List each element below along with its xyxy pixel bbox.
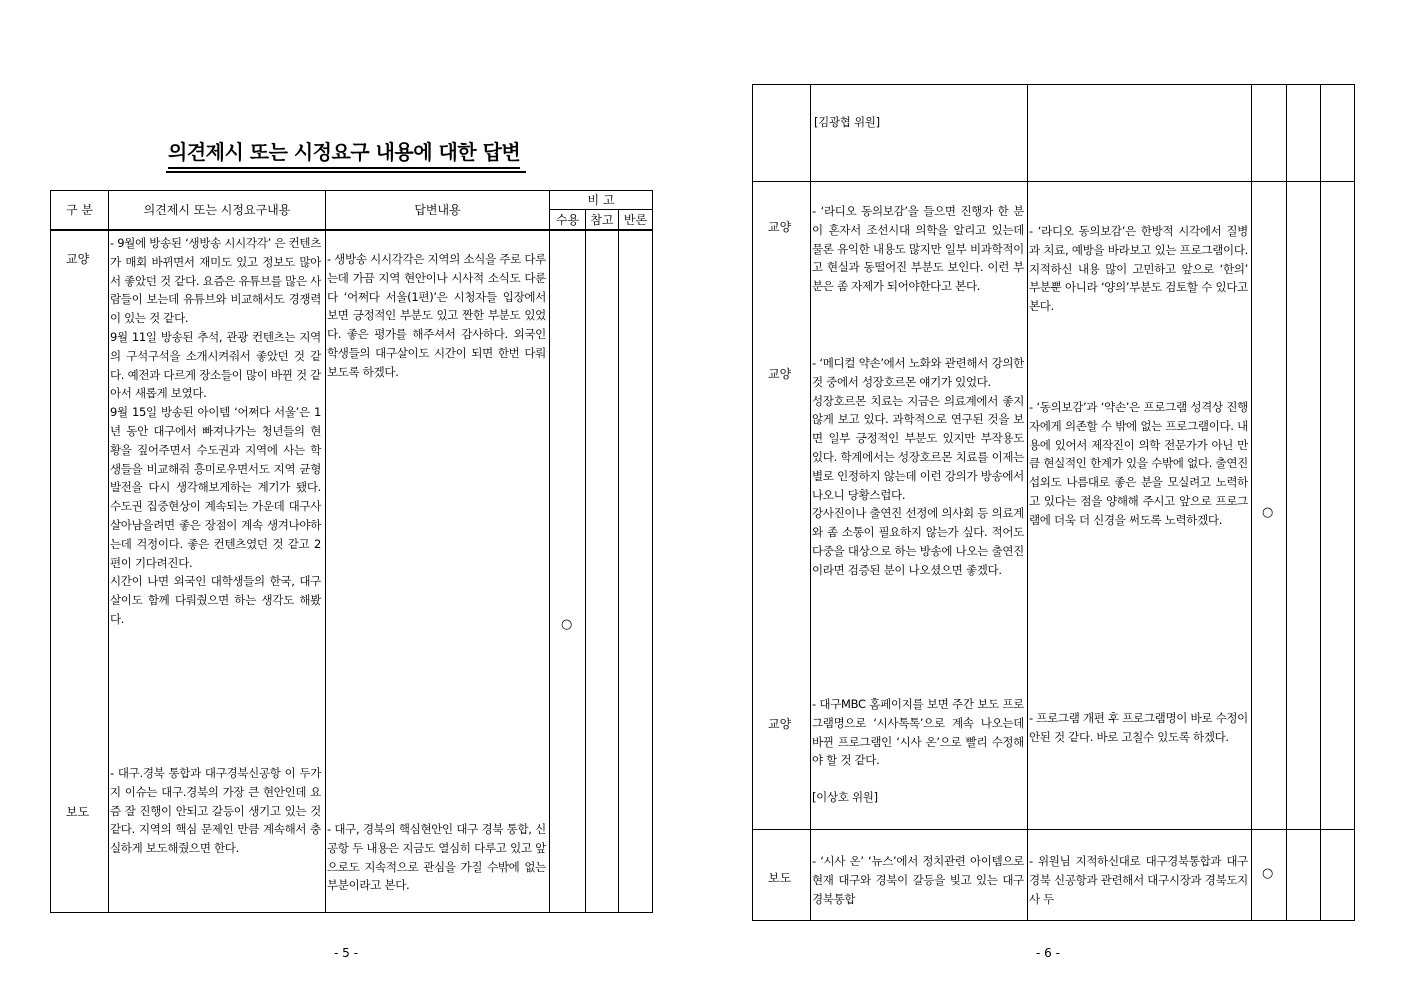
row-category: 교양 xyxy=(768,220,792,234)
page-number: - 5 - xyxy=(334,946,358,960)
table-border-bottom xyxy=(752,920,1355,921)
table-remarks-divider xyxy=(549,209,653,210)
opinion-paragraph: 9월 15일 방송된 아이템 ‘어쩌다 서울’은 1년 동안 대구에서 빠져나가는 청년들의 현황을 짚어주면서 수도권과 지역에 사는 학생들을 비교해줘 흥미로우면서도 지역 균형발전을 다시 생각해보게하는 계기가 됐다. 수도권 집중현상이 계속되는 가운데 대구사 살아남을려면 좋은 장점이 계속 생겨나야하는데 걱정이다. 좋은 컨텐츠였던 것 같고 2편이 기다려진다. xyxy=(110,405,321,570)
opinion-paragraph: 9월 11일 방송된 추석, 관광 컨텐츠는 지역의 구석구석을 소개시켜줘서 좋았던 것 같다. 예전과 다르게 장소들이 많이 바뀐 것 같아서 새롭게 보였다. xyxy=(110,329,321,401)
table-col-divider xyxy=(325,190,326,913)
header-reject: 반론 xyxy=(623,213,648,227)
row-opinion xyxy=(812,695,1024,807)
opinion-paragraph: 성장호르몬 치료는 지금은 의료계에서 좋지 않게 보고 있다. 과학적으로 연구된 것을 보면 일부 긍정적인 부분도 있지만 부작용도 있다. 학계에서는 성장호르몬 치료를 이제는 별로 인정하지 않는데 이런 강의가 방송에서 나오니 당황스럽다. xyxy=(812,393,1024,502)
opinion-paragraph: - ‘메디컬 약손’에서 노화와 관련해서 강의한 것 중에서 성장호르몬 얘기가 있었다. xyxy=(812,356,1024,389)
opinion-paragraph: 강사진이나 출연진 선정에 의사회 등 의료계와 좀 소통이 필요하지 않는가 싶다. 적어도 다중을 대상으로 하는 방송에 나오는 출연진이라면 검증된 분이 나오셨으면 좋겠다. xyxy=(812,506,1024,577)
table-row-divider xyxy=(752,181,1355,182)
committee-member-label: [김광협 위원] xyxy=(814,115,880,129)
page-number: - 6 - xyxy=(1036,946,1060,960)
accept-mark: ○ xyxy=(1262,866,1274,881)
header-opinion: 의견제시 또는 시정요구내용 xyxy=(143,203,291,217)
row-answer: - 생방송 시시각각은 지역의 소식을 주로 다루는데 가끔 지역 현안이나 시사적 소식도 다룬다 ‘어쩌다 서울(1편)’은 시청자들 입장에서 보면 긍정적인 부분도 있고 짠한 부분도 있었다. 좋은 평가를 해주셔서 감사하다. 외국인 학생들의 대구살이도 시간이 되면 한번 다뤄보도록 하겠다. xyxy=(327,252,546,379)
table-col-divider xyxy=(1251,84,1252,921)
table-col-divider xyxy=(1286,84,1287,921)
row-opinion xyxy=(110,764,321,858)
table-col-divider xyxy=(618,209,619,913)
row-answer: - ‘동의보감’과 ‘약손’은 프로그램 성격상 진행자에게 의존할 수 밖에 없는 프로그램이다. 내용에 있어서 제작진이 의학 전문가가 아닌 만큼 현실적인 한계가 있을 수밖에 없다. 출연진 섭외도 나름대로 좋은 분을 모실려고 노력하고 있다는 점을 양해해 주시고 앞으로 프로그램에 더욱 더 신경을 써도록 노력하겠다. xyxy=(1029,400,1248,527)
table-col-divider xyxy=(549,190,550,913)
page-title: 의견제시 또는 시정요구 내용에 대한 답변 xyxy=(168,136,520,169)
row-answer: - 프로그램 개편 후 프로그램명이 바로 수정이 안된 것 같다. 바로 고칠수 있도록 하겠다. xyxy=(1029,711,1248,744)
header-category: 구 분 xyxy=(66,203,93,217)
row-category: 보도 xyxy=(768,871,792,885)
table-col-divider xyxy=(108,190,109,913)
accept-mark: ○ xyxy=(1262,505,1274,520)
opinion-paragraph: - 대구MBC 홈페이지를 보면 주간 보도 프로그램명으로 ‘시사톡톡’으로 계속 나오는데 바뀐 프로그램인 ‘시사 온’으로 빨리 수정해야 할 것 같다. xyxy=(812,697,1024,768)
opinion-paragraph: - 대구.경북 통합과 대구경북신공항 이 두가지 이슈는 대구.경북의 가장 큰 현안인데 요즘 잘 진행이 안되고 갈등이 생기고 있는 것 같다. 지역의 핵심 문제인 만큼 계속해서 충실하게 보도해줬으면 한다. xyxy=(110,766,321,856)
table-header-bottom xyxy=(50,229,653,231)
row-category: 보도 xyxy=(66,805,90,819)
table-border-left xyxy=(752,84,753,921)
table-border-top xyxy=(752,84,1355,85)
table-col-divider xyxy=(1027,84,1028,921)
accept-mark: ○ xyxy=(561,617,573,632)
row-opinion: - ‘라디오 동의보감’을 들으면 진행자 한 분이 혼자서 조선시대 의학을 알리고 있는데 물론 유익한 내용도 많지만 일부 비과학적이고 현실과 동떨어진 부분도 보인다. 이런 부분은 좀 자제가 되어야한다고 본다. xyxy=(812,204,1024,294)
header-answer: 답변내용 xyxy=(414,203,461,217)
opinion-paragraph: 시간이 나면 외국인 대학생들의 한국, 대구살이도 함께 다뤄줬으면 하는 생각도 해봤다. xyxy=(110,574,321,626)
header-accept: 수용 xyxy=(555,213,580,227)
row-opinion xyxy=(110,234,321,629)
row-answer: - 위원님 지적하신대로 대구경북통합과 대구경북 신공항과 관련해서 대구시장과 경북도지사 두 xyxy=(1029,854,1248,906)
table-border-left xyxy=(50,190,51,913)
table-row-divider xyxy=(752,829,1355,830)
opinion-paragraph: - 9월에 방송된 ‘생방송 시시각각’ 은 컨텐츠가 매회 바뀌면서 재미도 있고 정보도 많아서 좋았던 것 같다. 요즘은 유튜브를 많은 사람들이 보는데 유튜브와 비교해서도 경쟁력이 있는 것 같다. xyxy=(110,236,321,326)
row-category: 교양 xyxy=(768,367,792,381)
table-col-divider xyxy=(1320,84,1321,921)
row-opinion xyxy=(812,354,1024,580)
table-border-bottom xyxy=(50,912,653,913)
table-border-right xyxy=(652,190,653,913)
committee-member-label: [이상호 위원] xyxy=(812,790,878,805)
row-answer: - 대구, 경북의 핵심현안인 대구 경북 통합, 신공항 두 내용은 지금도 열심히 다루고 있고 앞으로도 지속적으로 관심을 가질 수밖에 없는 부분이라고 본다. xyxy=(327,822,546,893)
header-reference: 참고 xyxy=(590,213,614,227)
table-border-right xyxy=(1354,84,1355,921)
row-category: 교양 xyxy=(66,252,90,266)
row-opinion: - ‘시사 온’ ‘뉴스’에서 정치관련 아이템으로 현재 대구와 경북이 갈등을 빚고 있는 대구경북통합 xyxy=(812,854,1024,906)
table-col-divider xyxy=(810,84,811,921)
row-answer: - ‘라디오 동의보감’은 한방적 시각에서 질병과 치료, 예방을 바라보고 있는 프로그램이다. 지적하신 내용 많이 고민하고 앞으로 ‘한의’ 부분뿐 아니라 ‘양의’부분도 검토할 수 있다고 본다. xyxy=(1029,224,1248,314)
row-category: 교양 xyxy=(768,717,792,731)
header-remarks: 비 고 xyxy=(587,193,615,207)
table-col-divider xyxy=(585,209,586,913)
